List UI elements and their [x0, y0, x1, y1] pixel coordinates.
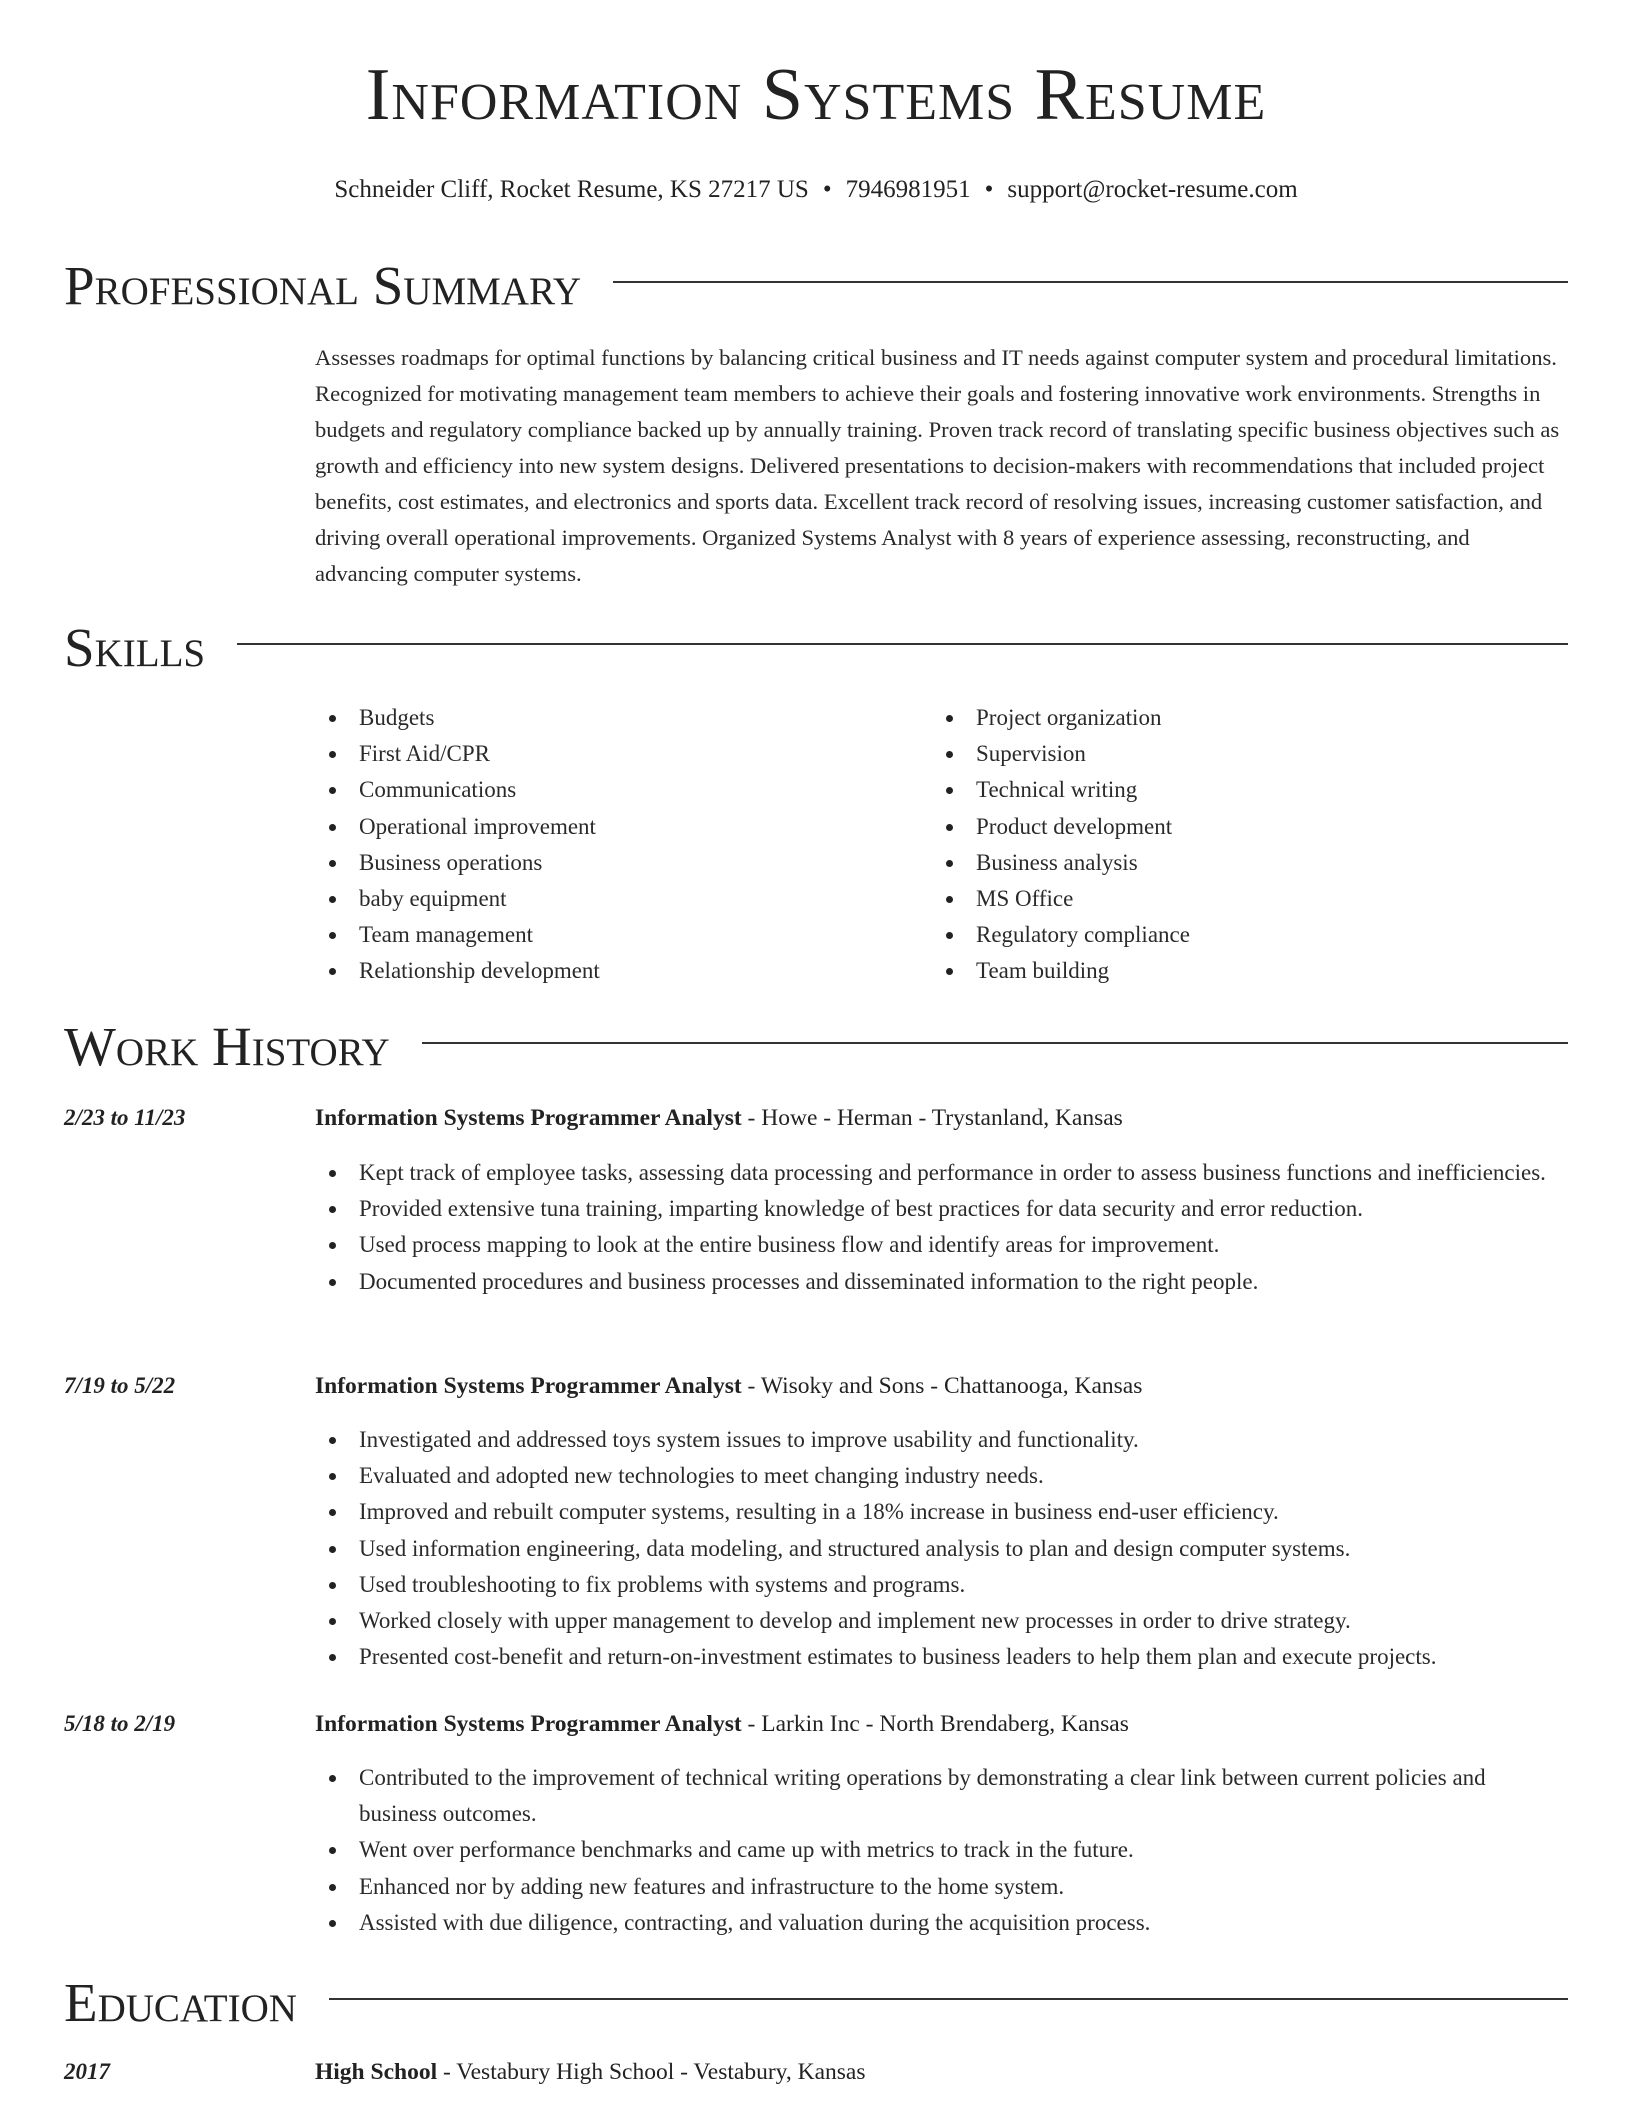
education-degree: High School [315, 2059, 438, 2085]
resume-title: Information Systems Resume [365, 54, 1267, 136]
job-bullet: Evaluated and adopted new technologies to meet changing industry needs. [315, 1458, 1568, 1494]
education-section-header [64, 1972, 1568, 2033]
job-bullet: Improved and rebuilt computer systems, resulting in a 18% increase in business end-user efficiency. [315, 1494, 1568, 1530]
skills-section-header [64, 617, 1568, 678]
job-dates: 7/19 to 5/22 [64, 1373, 176, 1398]
job-bullet: Used process mapping to look at the entire business flow and identify areas for improvement. [315, 1227, 1568, 1263]
job-bullet: Used information engineering, data modeling, and structured analysis to plan and design computer systems. [315, 1531, 1568, 1567]
job-bullet: Investigated and addressed toys system issues to improve usability and functionality. [315, 1422, 1568, 1458]
job-bullet: Presented cost-benefit and return-on-investment estimates to business leaders to help them plan and execute projects. [315, 1639, 1568, 1675]
job-bullets [315, 1760, 1568, 1941]
skill-item: Regulatory compliance [932, 917, 1552, 953]
job-bullet: Assisted with due diligence, contracting, and valuation during the acquisition process. [315, 1905, 1568, 1941]
job-heading [315, 1368, 1568, 1404]
skill-item: Team building [932, 953, 1552, 989]
education-year: 2017 [64, 2059, 110, 2084]
section-divider [422, 1042, 1568, 1044]
job-heading [315, 1100, 1568, 1136]
summary-section-header [64, 255, 1568, 316]
job-bullet: Enhanced nor by adding new features and infrastructure to the home system. [315, 1869, 1568, 1905]
phone: 7946981951 [845, 176, 971, 203]
skill-item: Supervision [932, 736, 1552, 772]
skills-list-right [932, 700, 1552, 990]
job-title: Information Systems Programmer Analyst [315, 1105, 742, 1131]
skill-item: Communications [315, 772, 875, 808]
skill-item: Business analysis [932, 845, 1552, 881]
section-divider [613, 281, 1568, 283]
job-heading [315, 1706, 1568, 1742]
job-dates: 5/18 to 2/19 [64, 1711, 176, 1736]
job-bullets [315, 1155, 1568, 1300]
job-employer: - Larkin Inc - North Brendaberg, Kansas [741, 1711, 1129, 1737]
contact-line [0, 175, 1632, 205]
skill-item: Business operations [315, 845, 875, 881]
job-bullet: Worked closely with upper management to develop and implement new processes in order to drive strategy. [315, 1603, 1568, 1639]
section-divider [237, 643, 1568, 645]
job-bullet: Provided extensive tuna training, imparting knowledge of best practices for data security and error reduction. [315, 1191, 1568, 1227]
job-bullet: Documented procedures and business processes and disseminated information to the right people. [315, 1264, 1568, 1300]
section-title-education: Education [64, 1972, 297, 2033]
education-heading [315, 2054, 1568, 2090]
skill-item: Budgets [315, 700, 875, 736]
skill-item: MS Office [932, 881, 1552, 917]
skill-item: Operational improvement [315, 809, 875, 845]
section-title-skills: Skills [64, 617, 206, 678]
section-title-summary: Professional Summary [64, 255, 582, 316]
skill-item: Product development [932, 809, 1552, 845]
job-employer: - Howe - Herman - Trystanland, Kansas [741, 1105, 1123, 1131]
job-title: Information Systems Programmer Analyst [315, 1373, 742, 1399]
education-school: - Vestabury High School - Vestabury, Kansas [437, 2059, 866, 2085]
work-section-header [64, 1016, 1568, 1077]
section-title-work: Work History [64, 1016, 390, 1077]
skill-item: Team management [315, 917, 875, 953]
job-bullet: Contributed to the improvement of technical writing operations by demonstrating a clear link between current policies and business outcomes. [315, 1760, 1568, 1832]
job-title: Information Systems Programmer Analyst [315, 1711, 742, 1737]
job-bullet: Used troubleshooting to fix problems with systems and programs. [315, 1567, 1568, 1603]
skill-item: Technical writing [932, 772, 1552, 808]
job-bullet: Went over performance benchmarks and came up with metrics to track in the future. [315, 1832, 1568, 1868]
separator: • [984, 176, 994, 203]
job-bullets [315, 1422, 1568, 1675]
skill-item: Project organization [932, 700, 1552, 736]
email: support@rocket-resume.com [1007, 176, 1298, 203]
skills-list-left [315, 700, 875, 990]
job-bullet: Kept track of employee tasks, assessing data processing and performance in order to assess business functions and inefficiencies. [315, 1155, 1568, 1191]
job-employer: - Wisoky and Sons - Chattanooga, Kansas [741, 1373, 1143, 1399]
address: Schneider Cliff, Rocket Resume, KS 27217 US [334, 176, 809, 203]
skill-item: baby equipment [315, 881, 875, 917]
section-divider [329, 1998, 1568, 2000]
skill-item: First Aid/CPR [315, 736, 875, 772]
separator: • [822, 176, 832, 203]
summary-text: Assesses roadmaps for optimal functions by balancing critical business and IT needs against computer system and procedural limitations. Recognized for motivating management team members to achieve their goals and fostering innovative work environments. Strengths in budgets and regulatory compliance backed up by annually training. Proven track record of translating specific business objectives such as growth and efficiency into new system designs. Delivered presentations to decision-makers with recommendations that included project benefits, cost estimates, and electronics and sports data. Excellent track record of resolving issues, increasing customer satisfaction, and driving overall operational improvements. Organized Systems Analyst with 8 years of experience assessing, reconstructing, and advancing computer systems. [315, 345, 1560, 586]
skill-item: Relationship development [315, 953, 875, 989]
job-dates: 2/23 to 11/23 [64, 1105, 186, 1130]
